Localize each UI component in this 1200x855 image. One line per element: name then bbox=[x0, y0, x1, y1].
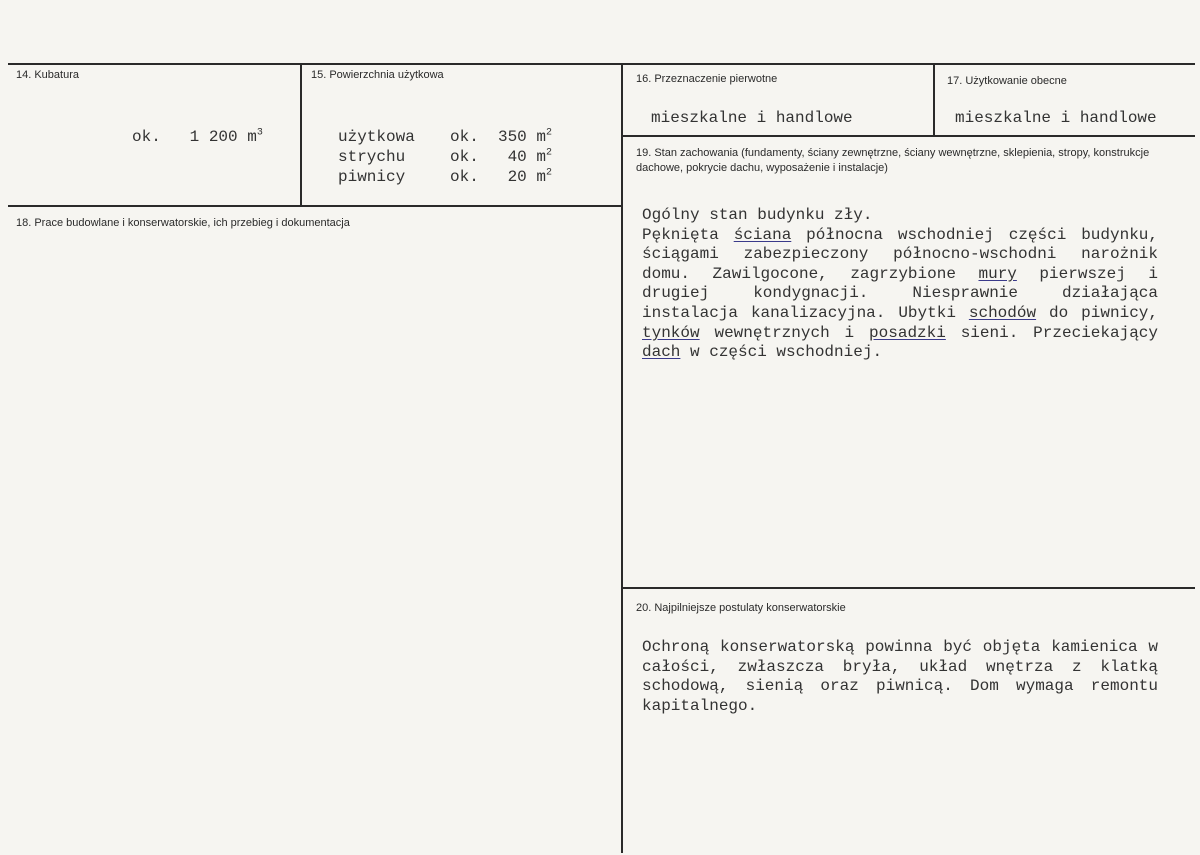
divider-19-20 bbox=[621, 587, 1195, 589]
area-row-prefix: ok. bbox=[450, 168, 479, 186]
main-vertical-divider bbox=[621, 63, 623, 853]
divider-16-17 bbox=[933, 63, 935, 137]
area-row-prefix: ok. bbox=[450, 128, 479, 146]
kubatura-value: ok. 1 200 $m^3$ bbox=[132, 127, 263, 146]
prace-budowlane-label: 18. Prace budowlane i konserwatorskie, ich przebieg i dokumentacja bbox=[16, 217, 350, 229]
area-row-piwnicy bbox=[338, 168, 552, 186]
divider-14-15 bbox=[300, 63, 302, 207]
area-row-uzytkowa bbox=[338, 128, 552, 146]
kubatura-label: 14. Kubatura bbox=[16, 69, 79, 81]
area-row-value: 350 $m^2$ bbox=[497, 127, 552, 146]
area-row-name: użytkowa bbox=[338, 128, 415, 146]
divider-16-17-bottom bbox=[621, 135, 1195, 137]
przeznaczenie-value: mieszkalne i handlowe bbox=[651, 109, 853, 127]
uzytkowanie-value: mieszkalne i handlowe bbox=[955, 109, 1157, 127]
divider-row1-bottom-left bbox=[8, 205, 623, 207]
powierzchnia-label: 15. Powierzchnia użytkowa bbox=[311, 69, 444, 81]
top-border-line bbox=[8, 63, 1195, 65]
uzytkowanie-label: 17. Użytkowanie obecne bbox=[947, 75, 1067, 87]
area-row-name: piwnicy bbox=[338, 168, 406, 186]
postulaty-label: 20. Najpilniejsze postulaty konserwatorskie bbox=[636, 602, 846, 614]
area-row-value: 20 $m^2$ bbox=[507, 167, 552, 186]
stan-zachowania-text: Ogólny stan budynku zły. Pęknięta ściana północna wschodniej części budynku, ściągami zabezpieczony północno-wschodni narożnik domu. Zawilgocone, zagrzybione mury pierwszej i drugiej kondygnacji. Niesprawnie działająca instalacja kanalizacyjna. Ubytki schodów do piwnicy, tynków wewnętrznych i posadzki sieni. Przeciekający dach w części wschodniej. bbox=[642, 206, 1159, 362]
area-row-strychu bbox=[338, 148, 552, 166]
stan-zachowania-label: 19. Stan zachowania (fundamenty, ściany zewnętrzne, ściany wewnętrzne, sklepienia, stropy, konstrukcje dachowe, pokrycie dachu, wyposażenie i instalacje) bbox=[636, 147, 1150, 174]
postulaty-text: Ochroną konserwatorską powinna być objęta kamienica w całości, zwłaszcza bryła, układ wnętrza z klatką schodową, sienią oraz piwnicą. Dom wymaga remontu kapitalnego. bbox=[642, 638, 1158, 715]
area-row-value: 40 $m^2$ bbox=[507, 147, 552, 166]
przeznaczenie-label: 16. Przeznaczenie pierwotne bbox=[636, 73, 778, 85]
area-row-prefix: ok. bbox=[450, 148, 479, 166]
area-row-name: strychu bbox=[338, 148, 406, 166]
